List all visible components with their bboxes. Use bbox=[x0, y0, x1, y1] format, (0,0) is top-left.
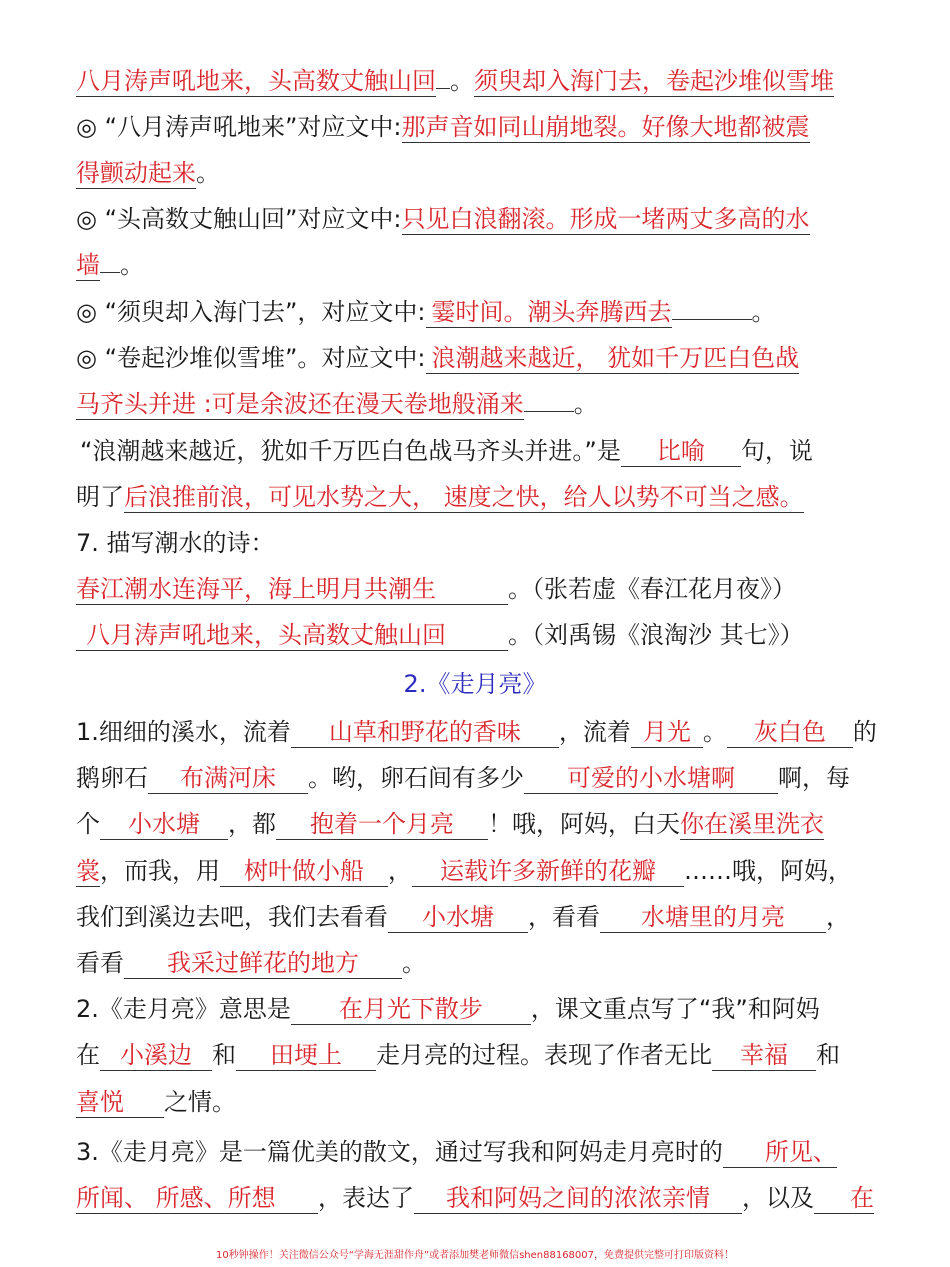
question-3-line bbox=[76, 290, 876, 334]
text: 的 bbox=[852, 718, 877, 746]
question-4-line-a bbox=[76, 336, 876, 380]
answer-text: 我和阿妈之间的浓浓亲情 bbox=[446, 1184, 710, 1212]
blank-gap bbox=[672, 318, 752, 320]
question-7-label bbox=[76, 521, 876, 565]
question-1-line-b bbox=[76, 151, 876, 195]
answer-text: 田埂上 bbox=[270, 1041, 342, 1069]
section-title: 2.《走月亮》 bbox=[403, 670, 547, 698]
punct: 。 bbox=[450, 67, 474, 95]
blank bbox=[76, 574, 508, 605]
question-prefix: ◎ “卷起沙堆似雪堆”。对应文中: bbox=[76, 344, 426, 372]
answer-text: 裳 bbox=[76, 857, 100, 885]
answer-text: 只见白浪翻滚。形成一堵两丈多高的水 bbox=[401, 205, 810, 233]
answer-text: 墙 bbox=[76, 251, 100, 279]
punct: 。 bbox=[573, 390, 598, 418]
blank bbox=[100, 809, 228, 840]
text: ，流着 bbox=[558, 718, 631, 746]
text: ， bbox=[388, 857, 412, 885]
text: 2.《走月亮》意思是 bbox=[76, 995, 291, 1023]
blank bbox=[814, 1183, 874, 1214]
question-4-line-b bbox=[76, 382, 876, 426]
question-2-line-b bbox=[76, 243, 876, 287]
question-text: 句，说 bbox=[740, 437, 813, 465]
blank bbox=[148, 763, 308, 794]
p1-line-5 bbox=[76, 895, 876, 939]
blank bbox=[76, 620, 508, 651]
text: 和 bbox=[212, 1041, 236, 1069]
answer-text: 幸福 bbox=[740, 1041, 788, 1069]
question-text: “浪潮越来越近，犹如千万匹白色战马齐头并进。”是 bbox=[80, 437, 621, 465]
p1-line-2 bbox=[76, 756, 876, 800]
text: ， bbox=[826, 903, 850, 931]
footer-note: 10秒钟操作！关注微信公众号“学海无涯甜作舟”或者添加樊老师微信shen88168007，免费提供完整可打印版资料！ bbox=[215, 1250, 735, 1261]
answer-text: 春江潮水连海平，海上明月共潮生 bbox=[76, 575, 436, 603]
p1-line-6 bbox=[76, 941, 876, 985]
blank-gap bbox=[436, 87, 450, 89]
answer-text: 喜悦 bbox=[76, 1088, 124, 1116]
answer-text: 后浪推前浪，可见水势之大， 速度之快，给人以势不可当之感。 bbox=[124, 483, 804, 511]
blank bbox=[388, 902, 528, 933]
answer-text: 灰白色 bbox=[753, 718, 826, 746]
text: ，表达了 bbox=[318, 1184, 414, 1212]
blank bbox=[276, 809, 488, 840]
text: ，都 bbox=[228, 810, 276, 838]
text: ……哦，阿妈， bbox=[684, 857, 852, 885]
blank bbox=[723, 1137, 837, 1168]
blank bbox=[291, 717, 559, 748]
blank bbox=[291, 994, 531, 1025]
text: 。 bbox=[702, 718, 727, 746]
answer-text: 小水塘 bbox=[422, 903, 494, 931]
question-prefix: ◎ “须臾却入海门去”，对应文中: bbox=[76, 298, 426, 326]
text: ，以及 bbox=[742, 1184, 814, 1212]
text: 啊，每 bbox=[778, 764, 850, 792]
text: 。 bbox=[402, 949, 426, 977]
text: 走月亮的过程。表现了作者无比 bbox=[376, 1041, 712, 1069]
blank bbox=[414, 1183, 742, 1214]
blank bbox=[412, 856, 684, 887]
blank bbox=[236, 1040, 376, 1071]
answer-text: 布满河床 bbox=[180, 764, 276, 792]
text: 我们到溪边去吧，我们去看看 bbox=[76, 903, 388, 931]
poem-line-2 bbox=[76, 613, 876, 657]
p1-line-3 bbox=[76, 802, 876, 846]
line-poem-answer bbox=[76, 59, 876, 103]
answer-text: 马齐头并进 :可是余波还在漫天卷地般涌来 bbox=[76, 390, 524, 418]
question-5-line-a bbox=[80, 429, 880, 473]
punct: 。 bbox=[120, 251, 144, 279]
p3-line-1 bbox=[76, 1130, 876, 1174]
blank bbox=[621, 436, 741, 467]
blank-gap bbox=[100, 271, 120, 273]
question-5-line-b bbox=[76, 475, 876, 519]
question-text: 明了 bbox=[76, 483, 124, 511]
text: 3.《走月亮》是一篇优美的散文，通过写我和阿妈走月亮时的 bbox=[76, 1138, 723, 1166]
blank bbox=[600, 902, 826, 933]
blank bbox=[712, 1040, 816, 1071]
answer-text: 抱着一个月亮 bbox=[310, 810, 454, 838]
text: 和 bbox=[816, 1041, 840, 1069]
answer-text: 八月涛声吼地来，头高数丈触山回 bbox=[76, 67, 436, 95]
p1-line-1 bbox=[76, 710, 876, 754]
p2-line-2 bbox=[76, 1033, 876, 1077]
text: 之情。 bbox=[164, 1088, 236, 1116]
poem-source: 。（张若虚《春江花月夜》） bbox=[508, 575, 796, 603]
poem-source: 。（刘禹锡《浪淘沙 其七》） bbox=[508, 621, 804, 649]
answer-text: 树叶做小船 bbox=[244, 857, 364, 885]
answer-text: 月光 bbox=[642, 718, 691, 746]
answer-text: 霎时间。潮头奔腾西去 bbox=[426, 298, 672, 328]
p2-line-1 bbox=[76, 987, 876, 1031]
answer-text: 八月涛声吼地来，头高数丈触山回 bbox=[86, 621, 446, 649]
punct: 。 bbox=[751, 298, 776, 326]
text: 看看 bbox=[76, 949, 124, 977]
blank bbox=[100, 1040, 212, 1071]
answer-text: 比喻 bbox=[656, 437, 705, 465]
text: ，而我，用 bbox=[100, 857, 220, 885]
blank bbox=[124, 948, 402, 979]
blank bbox=[76, 1087, 164, 1118]
blank bbox=[76, 1183, 318, 1214]
question-prefix: ◎ “头高数丈触山回”对应文中: bbox=[76, 205, 402, 233]
blank bbox=[631, 717, 703, 748]
text: ！哦，阿妈，白天 bbox=[488, 810, 680, 838]
question-text: 7. 描写潮水的诗： bbox=[76, 529, 275, 557]
answer-text: 在月光下散步 bbox=[338, 995, 483, 1023]
blank bbox=[220, 856, 388, 887]
text: 。哟，卵石间有多少 bbox=[308, 764, 524, 792]
answer-text: 可爱的小水塘啊 bbox=[567, 764, 735, 792]
blank-gap bbox=[524, 410, 574, 412]
text: 个 bbox=[76, 810, 100, 838]
answer-text: 你在溪里洗衣 bbox=[680, 810, 824, 838]
question-1-line-a bbox=[76, 105, 876, 149]
p3-line-2 bbox=[76, 1176, 876, 1220]
answer-text: 所见、 bbox=[764, 1138, 837, 1166]
text: ，课文重点写了“我”和阿妈 bbox=[530, 995, 820, 1023]
question-2-line-a bbox=[76, 197, 876, 241]
answer-text: 所闻、 所感、所想 bbox=[76, 1184, 276, 1212]
answer-text: 须臾却入海门去，卷起沙堆似雪堆 bbox=[474, 67, 834, 95]
answer-text: 水塘里的月亮 bbox=[641, 903, 785, 931]
text: 在 bbox=[76, 1041, 100, 1069]
answer-text: 浪潮越来越近， 犹如千万匹白色战 bbox=[426, 344, 800, 374]
answer-text: 那声音如同山崩地裂。好像大地都被震 bbox=[401, 113, 810, 141]
text: ，看看 bbox=[528, 903, 600, 931]
answer-text: 小水塘 bbox=[128, 810, 200, 838]
text: 鹅卵石 bbox=[76, 764, 148, 792]
answer-text: 运载许多新鲜的花瓣 bbox=[440, 857, 656, 885]
answer-text: 得颤动起来 bbox=[76, 159, 196, 187]
p1-line-4 bbox=[76, 849, 876, 893]
answer-text: 山草和野花的香味 bbox=[328, 718, 521, 746]
answer-text: 小溪边 bbox=[120, 1041, 192, 1069]
text: 1.细细的溪水，流着 bbox=[76, 718, 291, 746]
question-prefix: ◎ “八月涛声吼地来”对应文中: bbox=[76, 113, 402, 141]
blank bbox=[727, 717, 853, 748]
answer-text: 我采过鲜花的地方 bbox=[167, 949, 359, 977]
blank bbox=[524, 763, 778, 794]
punct: 。 bbox=[196, 159, 220, 187]
poem-line-1 bbox=[76, 567, 876, 611]
p2-line-3 bbox=[76, 1080, 876, 1124]
answer-text: 在 bbox=[850, 1184, 874, 1212]
